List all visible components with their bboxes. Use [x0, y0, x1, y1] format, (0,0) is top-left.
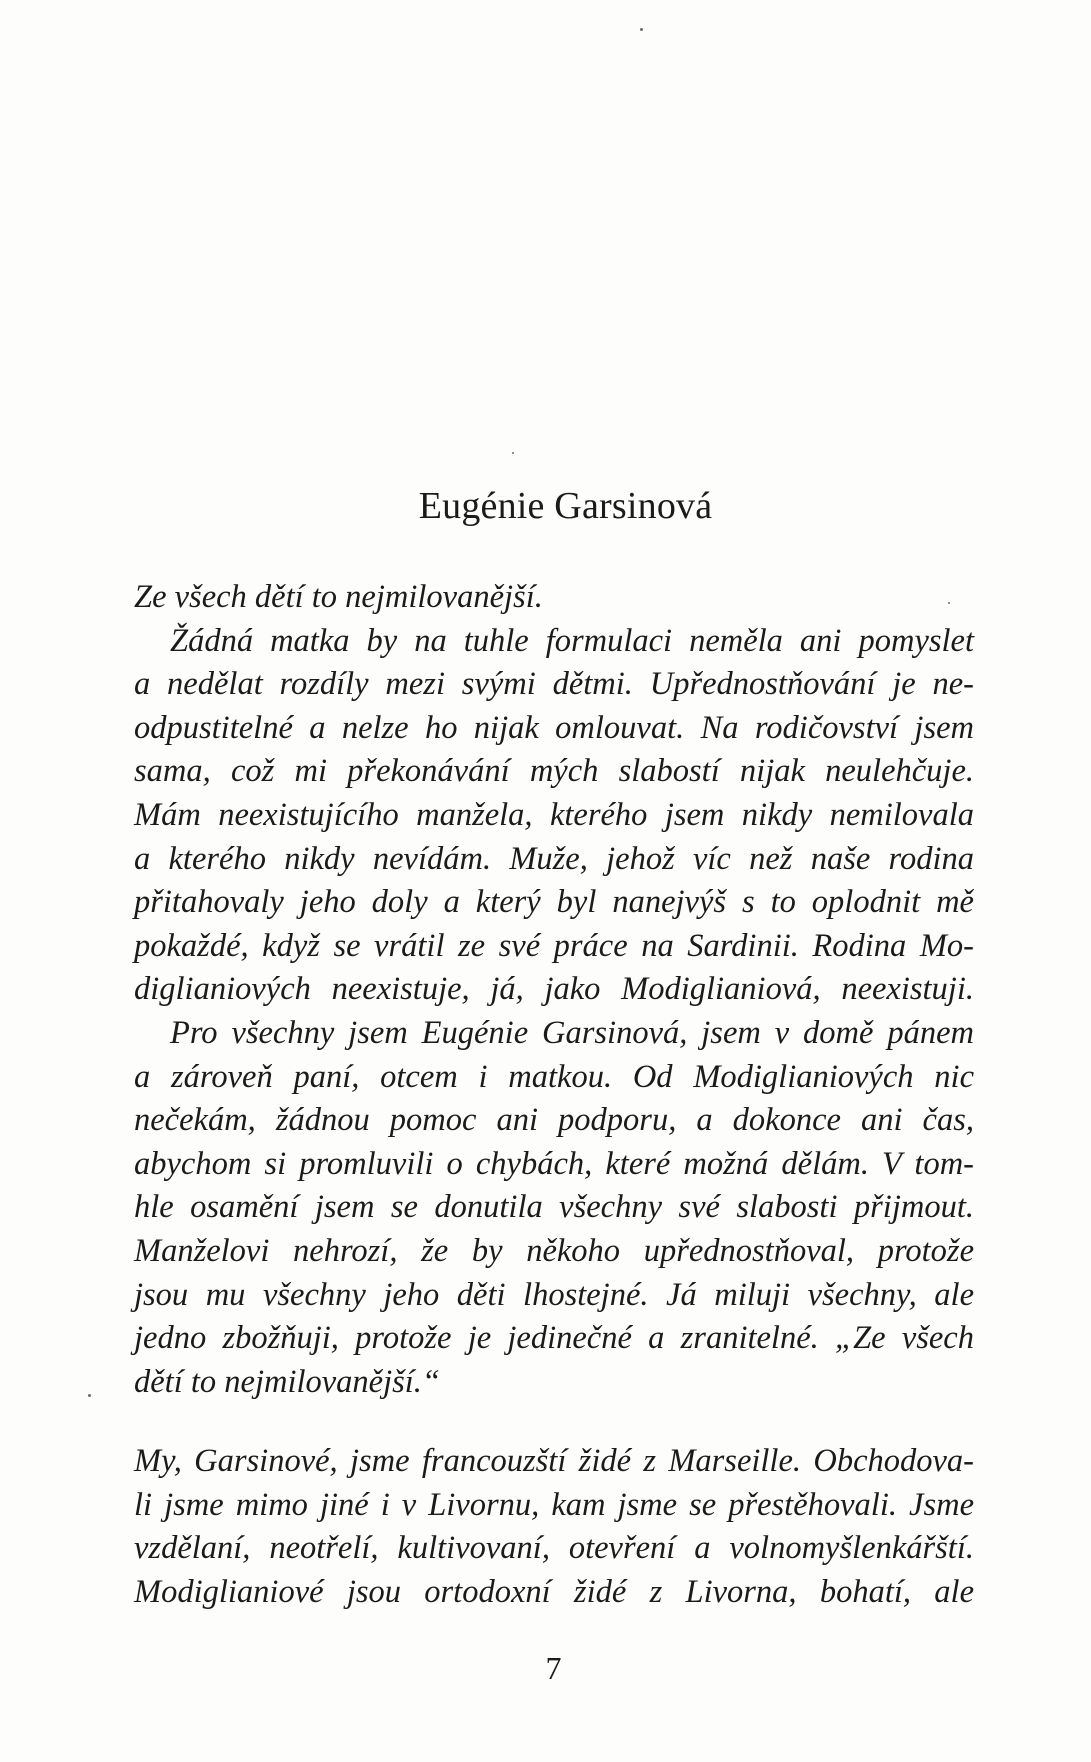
- text-line: abychom si promluvili o chybách, které možná dělám. V tom-: [134, 1145, 974, 1182]
- text-line: a kterého nikdy nevídám. Muže, jehož víc než naše rodina: [134, 840, 974, 877]
- scan-speck: [88, 1394, 91, 1397]
- body-paragraph-1: [134, 576, 974, 1404]
- text-line: odpustitelné a nelze ho nijak omlouvat. Na rodičovství jsem: [134, 709, 974, 746]
- text-line: diglianiových neexistuje, já, jako Modiglianiová, neexistuji.: [134, 971, 974, 1008]
- text-line: sama, což mi překonávání mých slabostí nijak neulehčuje.: [134, 753, 974, 790]
- scan-speck: [640, 28, 643, 31]
- text-line: Žádná matka by na tuhle formulaci neměla ani pomyslet: [170, 622, 974, 659]
- text-line: a nedělat rozdíly mezi svými dětmi. Upřednostňování je ne-: [134, 666, 974, 703]
- page-number: 7: [545, 1650, 562, 1686]
- text-line: Pro všechny jsem Eugénie Garsinová, jsem v domě pánem: [170, 1014, 974, 1051]
- text-line: Mám neexistujícího manžela, kterého jsem nikdy nemilovala: [134, 796, 974, 833]
- chapter-title: Eugénie Garsinová: [418, 485, 713, 527]
- text-line: Ze všech dětí to nejmilovanější.: [134, 579, 543, 615]
- text-line: dětí to nejmilovanější.“: [134, 1363, 441, 1400]
- text-line: My, Garsinové, jsme francouzští židé z Marseille. Obchodova-: [134, 1443, 974, 1479]
- text-line: pokaždé, když se vrátil ze své práce na Sardinii. Rodina Mo-: [134, 927, 974, 964]
- scan-speck: [512, 452, 514, 454]
- text-line: hle osamění jsem se donutila všechny své slabosti přijmout.: [134, 1189, 974, 1226]
- text-line: vzdělaní, neotřelí, kultivovaní, otevření a volnomyšlenkářští.: [134, 1530, 974, 1567]
- text-line: přitahovaly jeho doly a který byl nanejvýš s to oplodnit mě: [134, 884, 974, 921]
- text-line: Manželovi nehrozí, že by někoho upřednostňoval, protože: [134, 1232, 974, 1269]
- body-paragraph-2: [134, 1440, 974, 1614]
- text-line: jsou mu všechny jeho děti lhostejné. Já miluji všechny, ale: [134, 1276, 974, 1313]
- text-line: nečekám, žádnou pomoc ani podporu, a dokonce ani čas,: [134, 1102, 974, 1139]
- text-line: jedno zbožňuji, protože je jedinečné a zranitelné. „Ze všech: [134, 1320, 974, 1357]
- text-line: a zároveň paní, otcem i matkou. Od Modiglianiových nic: [134, 1058, 974, 1095]
- text-line: li jsme mimo jiné i v Livornu, kam jsme se přestěhovali. Jsme: [134, 1486, 974, 1523]
- text-line: Modiglianiové jsou ortodoxní židé z Livorna, bohatí, ale: [134, 1573, 974, 1610]
